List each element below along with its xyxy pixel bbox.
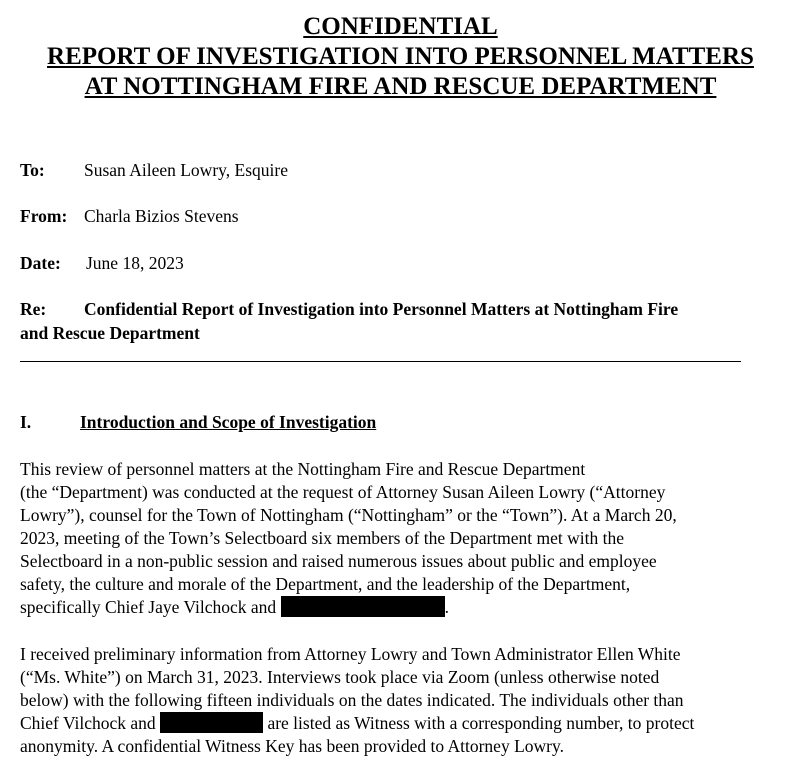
para1-line-text: specifically Chief Jaye Vilchock and xyxy=(20,597,277,617)
memo-to xyxy=(20,159,288,181)
section-number: I. xyxy=(20,412,32,432)
header-divider xyxy=(20,361,741,362)
redaction-box xyxy=(281,596,445,617)
para1-line: Selectboard in a non-public session and raised numerous issues about public and employee xyxy=(20,551,657,571)
memo-to-label: To: xyxy=(20,160,45,180)
memo-re-line1: Confidential Report of Investigation into Personnel Matters at Nottingham Fire xyxy=(84,299,679,319)
title-line-report: REPORT OF INVESTIGATION INTO PERSONNEL MATTERS xyxy=(47,43,754,70)
section-title: Introduction and Scope of Investigation xyxy=(80,412,377,432)
para1-line: safety, the culture and morale of the Department, and the leadership of the Department, xyxy=(20,574,631,594)
memo-from-value: Charla Bizios Stevens xyxy=(84,206,239,226)
memo-re-label: Re: xyxy=(20,299,47,319)
para1-line: Lowry”), counsel for the Town of Nottingham (“Nottingham” or the “Town”). At a March 20, xyxy=(20,505,677,525)
para1-line: (the “Department) was conducted at the request of Attorney Susan Aileen Lowry (“Attorney xyxy=(20,482,666,502)
paragraph-introduction xyxy=(20,458,790,619)
document-title xyxy=(0,12,801,102)
paragraph-interviews xyxy=(20,643,790,758)
memo-to-value: Susan Aileen Lowry, Esquire xyxy=(84,160,288,180)
para1-line: 2023, meeting of the Town’s Selectboard six members of the Department met with the xyxy=(20,528,625,548)
para1-period: . xyxy=(444,597,449,617)
para2-line: (“Ms. White”) on March 31, 2023. Interviews took place via Zoom (unless otherwise noted xyxy=(20,667,660,687)
memo-date-label: Date: xyxy=(20,253,61,273)
memo-date xyxy=(20,252,184,274)
memo-from xyxy=(20,205,239,227)
redaction-box xyxy=(160,712,263,733)
para2-line-text: are listed as Witness with a corresponding number, to protect xyxy=(267,713,695,733)
memo-from-label: From: xyxy=(20,206,68,226)
title-line-department: AT NOTTINGHAM FIRE AND RESCUE DEPARTMENT xyxy=(84,73,717,100)
memo-re xyxy=(20,297,780,345)
memo-date-value: June 18, 2023 xyxy=(86,253,184,273)
para2-line-text: Chief Vilchock and xyxy=(20,713,156,733)
para2-line: anonymity. A confidential Witness Key has been provided to Attorney Lowry. xyxy=(20,736,564,756)
memo-re-line2: and Rescue Department xyxy=(20,323,200,343)
para2-line: I received preliminary information from Attorney Lowry and Town Administrator Ellen White xyxy=(20,644,681,664)
para1-line-last xyxy=(20,596,790,619)
para2-line-redacted xyxy=(20,712,790,735)
para1-line: This review of personnel matters at the Nottingham Fire and Rescue Department xyxy=(20,459,586,479)
para2-line: below) with the following fifteen individuals on the dates indicated. The individuals other than xyxy=(20,690,684,710)
title-confidential: CONFIDENTIAL xyxy=(303,13,498,40)
